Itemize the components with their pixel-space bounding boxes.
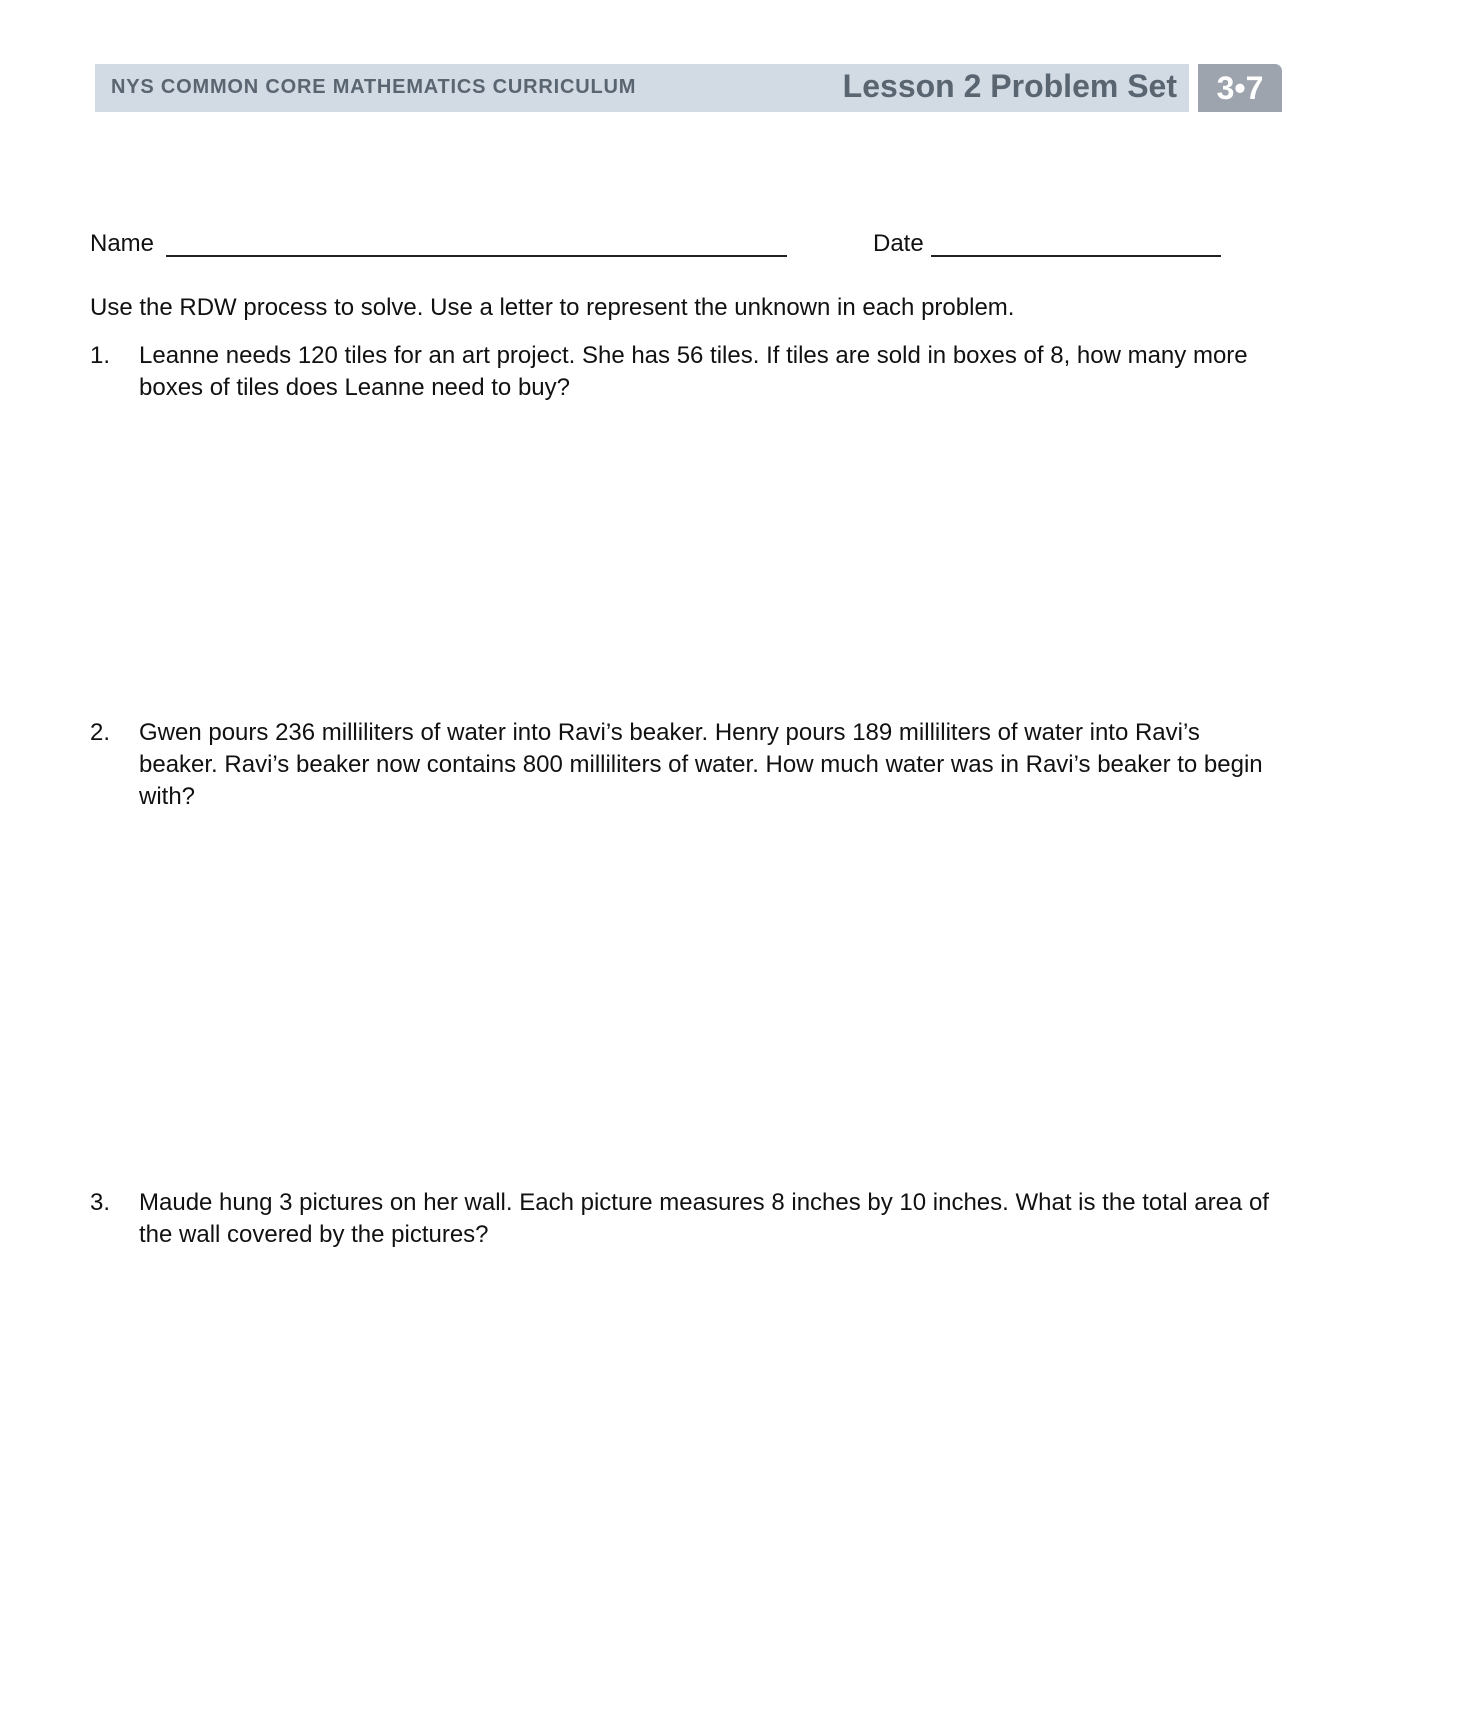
problem-text: Maude hung 3 pictures on her wall. Each picture measures 8 inches by 10 inches. What is the total area of the wall covered by the pictures?	[139, 1189, 1269, 1248]
problem-number: 2.	[90, 719, 111, 746]
problem-number: 1.	[90, 342, 111, 369]
problem-text: Leanne needs 120 tiles for an art project. She has 56 tiles. If tiles are sold in boxes of 8, how many more boxes of tiles does Leanne need to buy?	[139, 342, 1248, 401]
curriculum-title: NYS COMMON CORE MATHEMATICS CURRICULUM	[111, 76, 637, 98]
lesson-title: Lesson 2 Problem Set	[842, 68, 1177, 104]
problem-text: Gwen pours 236 milliliters of water into Ravi’s beaker. Henry pours 189 milliliters of water into Ravi’s beaker. Ravi’s beaker now contains 800 milliliters of water. How much water was in Ravi’s beaker to begin with?	[139, 719, 1263, 810]
module-badge: 3•7	[1198, 64, 1282, 112]
date-field[interactable]	[931, 255, 1221, 257]
problem-1	[90, 340, 1280, 404]
problem-2	[90, 717, 1280, 813]
problem-number: 3.	[90, 1189, 111, 1216]
problem-3	[90, 1187, 1280, 1251]
instructions: Use the RDW process to solve. Use a letter to represent the unknown in each problem.	[90, 294, 1015, 321]
name-field[interactable]	[166, 255, 787, 257]
name-label: Name	[90, 230, 155, 257]
date-label: Date	[873, 230, 924, 257]
